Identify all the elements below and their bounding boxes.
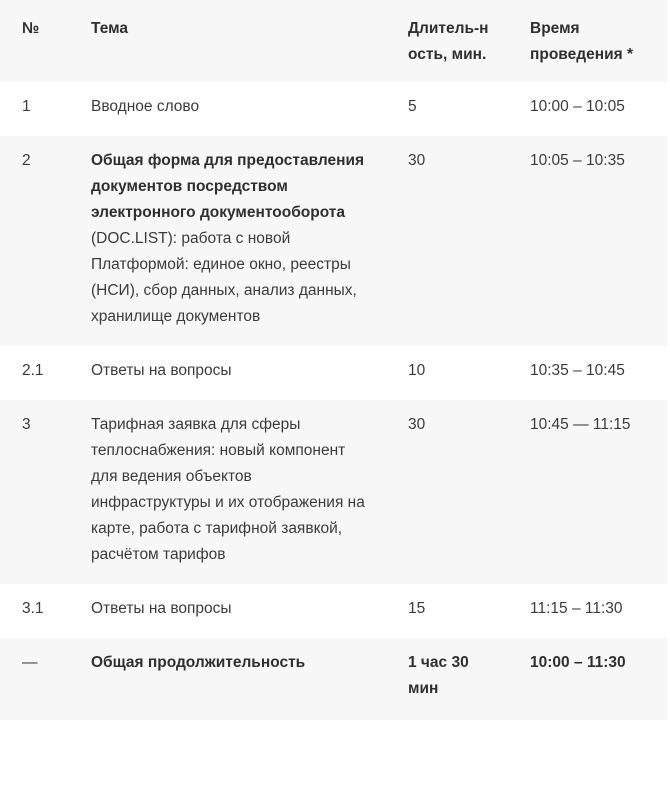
row-number: 2.1 [22, 362, 44, 379]
row-topic [69, 82, 386, 136]
table-row [0, 400, 667, 584]
row-duration: 30 [408, 152, 426, 169]
header-number: № [22, 20, 40, 37]
row-time: 10:45 — 11:15 [530, 416, 631, 433]
row-topic-bold: Общая форма для предоставления документов посредством электронного документооборота [91, 152, 365, 221]
row-time: 11:15 – 11:30 [530, 600, 623, 617]
header-time [508, 0, 667, 82]
header-topic: Тема [91, 20, 128, 37]
table-row [0, 346, 667, 400]
row-duration: 30 [408, 416, 426, 433]
row-number: 1 [22, 98, 31, 115]
row-topic [69, 584, 386, 638]
row-topic-text: Ответы на вопросы [91, 600, 232, 617]
header-duration-label: Длитель-ность, мин. [408, 20, 489, 63]
row-topic [69, 346, 386, 400]
row-topic-text: (DOC.LIST): работа с новой Платформой: единое окно, реестры (НСИ), сбор данных, анализ данных, хранилище документов [91, 230, 357, 325]
table-row [0, 584, 667, 638]
table-row [0, 136, 667, 346]
row-number: 2 [22, 152, 31, 169]
total-number: — [22, 654, 38, 671]
row-topic-text: Ответы на вопросы [91, 362, 232, 379]
header-duration [386, 0, 508, 82]
row-topic-text: Вводное слово [91, 98, 200, 115]
row-number: 3 [22, 416, 31, 433]
row-time: 10:00 – 10:05 [530, 98, 625, 115]
total-topic: Общая продолжительность [91, 654, 306, 671]
row-number: 3.1 [22, 600, 44, 617]
total-duration [386, 638, 508, 720]
row-topic [69, 400, 386, 584]
row-topic-text: Тарифная заявка для сферы теплоснабжения: новый компонент для ведения объектов инфраструктуры и их отображения на карте, работа с тарифной заявкой, расчётом тарифов [91, 416, 365, 563]
table-header-row [0, 0, 667, 82]
total-duration-label: 1 час 30 мин [408, 654, 469, 697]
header-time-label: Время проведения * [530, 20, 633, 63]
row-duration: 15 [408, 600, 426, 617]
row-topic [69, 136, 386, 346]
row-duration: 10 [408, 362, 426, 379]
row-time: 10:35 – 10:45 [530, 362, 625, 379]
row-duration: 5 [408, 98, 417, 115]
table-total-row [0, 638, 667, 720]
table-row [0, 82, 667, 136]
total-time: 10:00 – 11:30 [530, 654, 626, 671]
row-time: 10:05 – 10:35 [530, 152, 625, 169]
